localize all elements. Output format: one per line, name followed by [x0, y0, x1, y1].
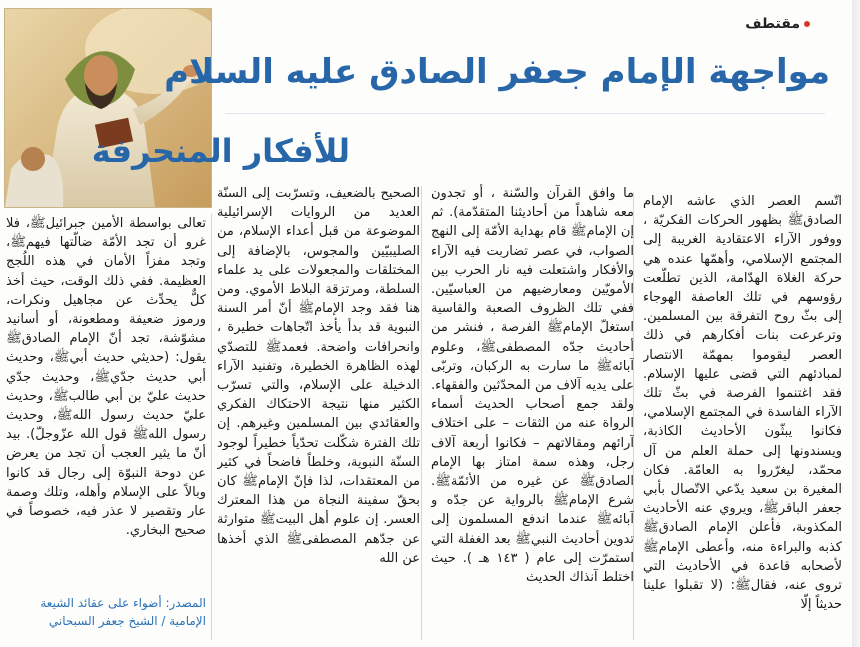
headline-line-1: مواجهة الإمام جعفر الصادق عليه السلام: [164, 52, 830, 92]
title-divider: [225, 113, 825, 114]
column-3-text: الصحيح بالضعيف، وتسرّبت إلى السنّة العديد من الروايات الإسرائيلية الموضوعة من قبل أعداء الإسلام، من الصليبيّين والمجوس، بالإضافة إلى المختلقات والمجعولات على يد علماء السلطة، ومرتزقة البلاط الأموي. ومن هنا فقد وجد الإمامﷺ أنّ أمر السنة النبوية قد بدأ يأخذ اتّجاهات خطيرة ، وانحرافات واضحة. فعمدﷺ للتصدّي لهذه الظاهرة الخطيرة، وتفنيد الآراء الدخيلة على الإسلام، والتي تسرّب الكثير منها نتيجة الاحتكاك الفكري والعقائدي بين المسلمين وغيرهم. إن تلك الفترة شكّلت تحدّياً خطيراً لوجود السنّة النبوية، وخلطاً فاضحاً في كثير من المعتقدات، لذا فإنّ الإمامﷺ كان بحقّ سفينة النجاة من هذا المعترك العسر. إن علوم أهل البيتﷺ متوارثة عن جدّهم المصطفىﷺ الذي أخذها عن الله: [217, 186, 420, 566]
column-divider: [211, 214, 212, 640]
painting-icon: [5, 9, 211, 207]
source-line-1: المصدر: أضواء على عقائد الشيعة: [40, 596, 206, 610]
column-1-text: اتّسم العصر الذي عاشه الإمام الصادقﷺ بظهور الحركات الفكريّة ، ووفور الآراء الاعتقادية الغريبة إلى المجتمع الإسلامي، وأهمّها عنده هي حركة الغلاة الهدّامة، الذين تطلّعت رؤوسهم في تلك العاصفة الهوجاء إلى بثّ روح التفرقة بين المسلمين. وترعرعت بنات أفكارهم في ذلك العصر ليقوموا بمهمّة الانتصار لمبادئهم التي قضى عليها الإسلام. فقد اغتنموا الفرصة في بثّ تلك الآراء الفاسدة في المجتمع الإسلامي، فكانوا يبثّون الأحاديث الكاذبة، ويسندونها إلى حملة العلم من آل محمّد، ليغرّروا به العامّة. فكان المغيرة بن سعيد يدّعي الاتّصال بأبي جعفر الباقرﷺ، ويروي عنه الأحاديث المكذوبة، فأعلن الإمام الصادقﷺ كذبه والبراءة منه، وأعطى الإمامﷺ لأصحابه قاعدة في الأحاديث التي تروى عنه، فقالﷺ: (لا تقبلوا علينا حديثاً إلّا: [643, 194, 842, 613]
source-line-2: الإمامية / الشيخ جعفر السبحاني: [48, 614, 206, 628]
column-divider: [421, 186, 422, 640]
column-4-text: تعالى بواسطة الأمين جبرائيلﷺ، فلا غرو أن تجد الأمّة ضالّتها فيهمﷺ، وتجد مفزاً الأمان في هذه اللُجج العظيمة. ففي ذلك الوقت، حيث أخذ كلٌّ يحدِّث عن مجاهيل ونكرات، ورموز ضعيفة ومطعونة، أو أسانيد مشوّشة، تجد أنّ الإمام الصادقﷺ يقول: (حديثي حديث أبيﷺ، وحديث أبي حديث جدّيﷺ، وحديث جدّي حديث عليّ بن أبي طالبﷺ، وحديث عليّ حديث رسول اللهﷺ، وحديث رسول اللهﷺ قول الله عزّوجلّ). بيد أنّ ما يثير العجب أن تجد من يعرض عن دوحة النبوّة إلى رجال قد كانوا وبالاً على الإسلام وأهله، وتلك وصمة عار وتقصير لا عذر فيه، خصوصاً في صحيح البخاري.: [6, 216, 206, 539]
article-column-2: [431, 184, 634, 640]
article-image: [4, 8, 212, 208]
source-credit: [6, 594, 206, 630]
page-edge: [852, 0, 860, 647]
section-label: مقتطف: [745, 16, 800, 32]
column-2-text: ما وافق القرآن والسّنة ، أو تجدون معه شاهداً من أحاديثنا المتقدّمة). ثم إن الإمامﷺ قام بهداية الأمّة إلى النهج الصواب، في عصر تضاربت فيه الآراء والأفكار واشتعلت فيه نار الحرب بين الأمويّين ومعارضيهم من العباسيّين. ففي تلك الظروف الصعبة والقاسية استغلّ الإمامﷺ الفرصة ، فنشر من أحاديث جدّه المصطفىﷺ، وعلوم آبائهﷺ ما سارت به الركبان، وتربّى على يديه آلاف من المحدّثين والفقهاء. ولقد جمع أصحاب الحديث أسماء الرواة عنه من الثقات – على اختلاف آرائهم ومقالاتهم – فكانوا أربعة آلاف رجل، وهذه سمة امتاز بها الإمام الصادقﷺ عن غيره من الأئمّةﷺ. شرع الإمامﷺ بالرواية عن جدّه و آبائهﷺ عندما اندفع المسلمون إلى تدوين أحاديث النبيﷺ بعد الغفلة التي استمرّت إلى عام ( ١٤٣ هـ ). حيث اختلط آنذاك الحديث: [431, 186, 634, 586]
article-column-4: [6, 214, 206, 586]
section-tag: [745, 16, 810, 32]
article-column-3: [217, 184, 420, 630]
section-dot-icon: [804, 21, 810, 27]
headline-line-2: للأفكار المنحرفة: [91, 132, 350, 170]
article-column-1: [643, 192, 842, 640]
